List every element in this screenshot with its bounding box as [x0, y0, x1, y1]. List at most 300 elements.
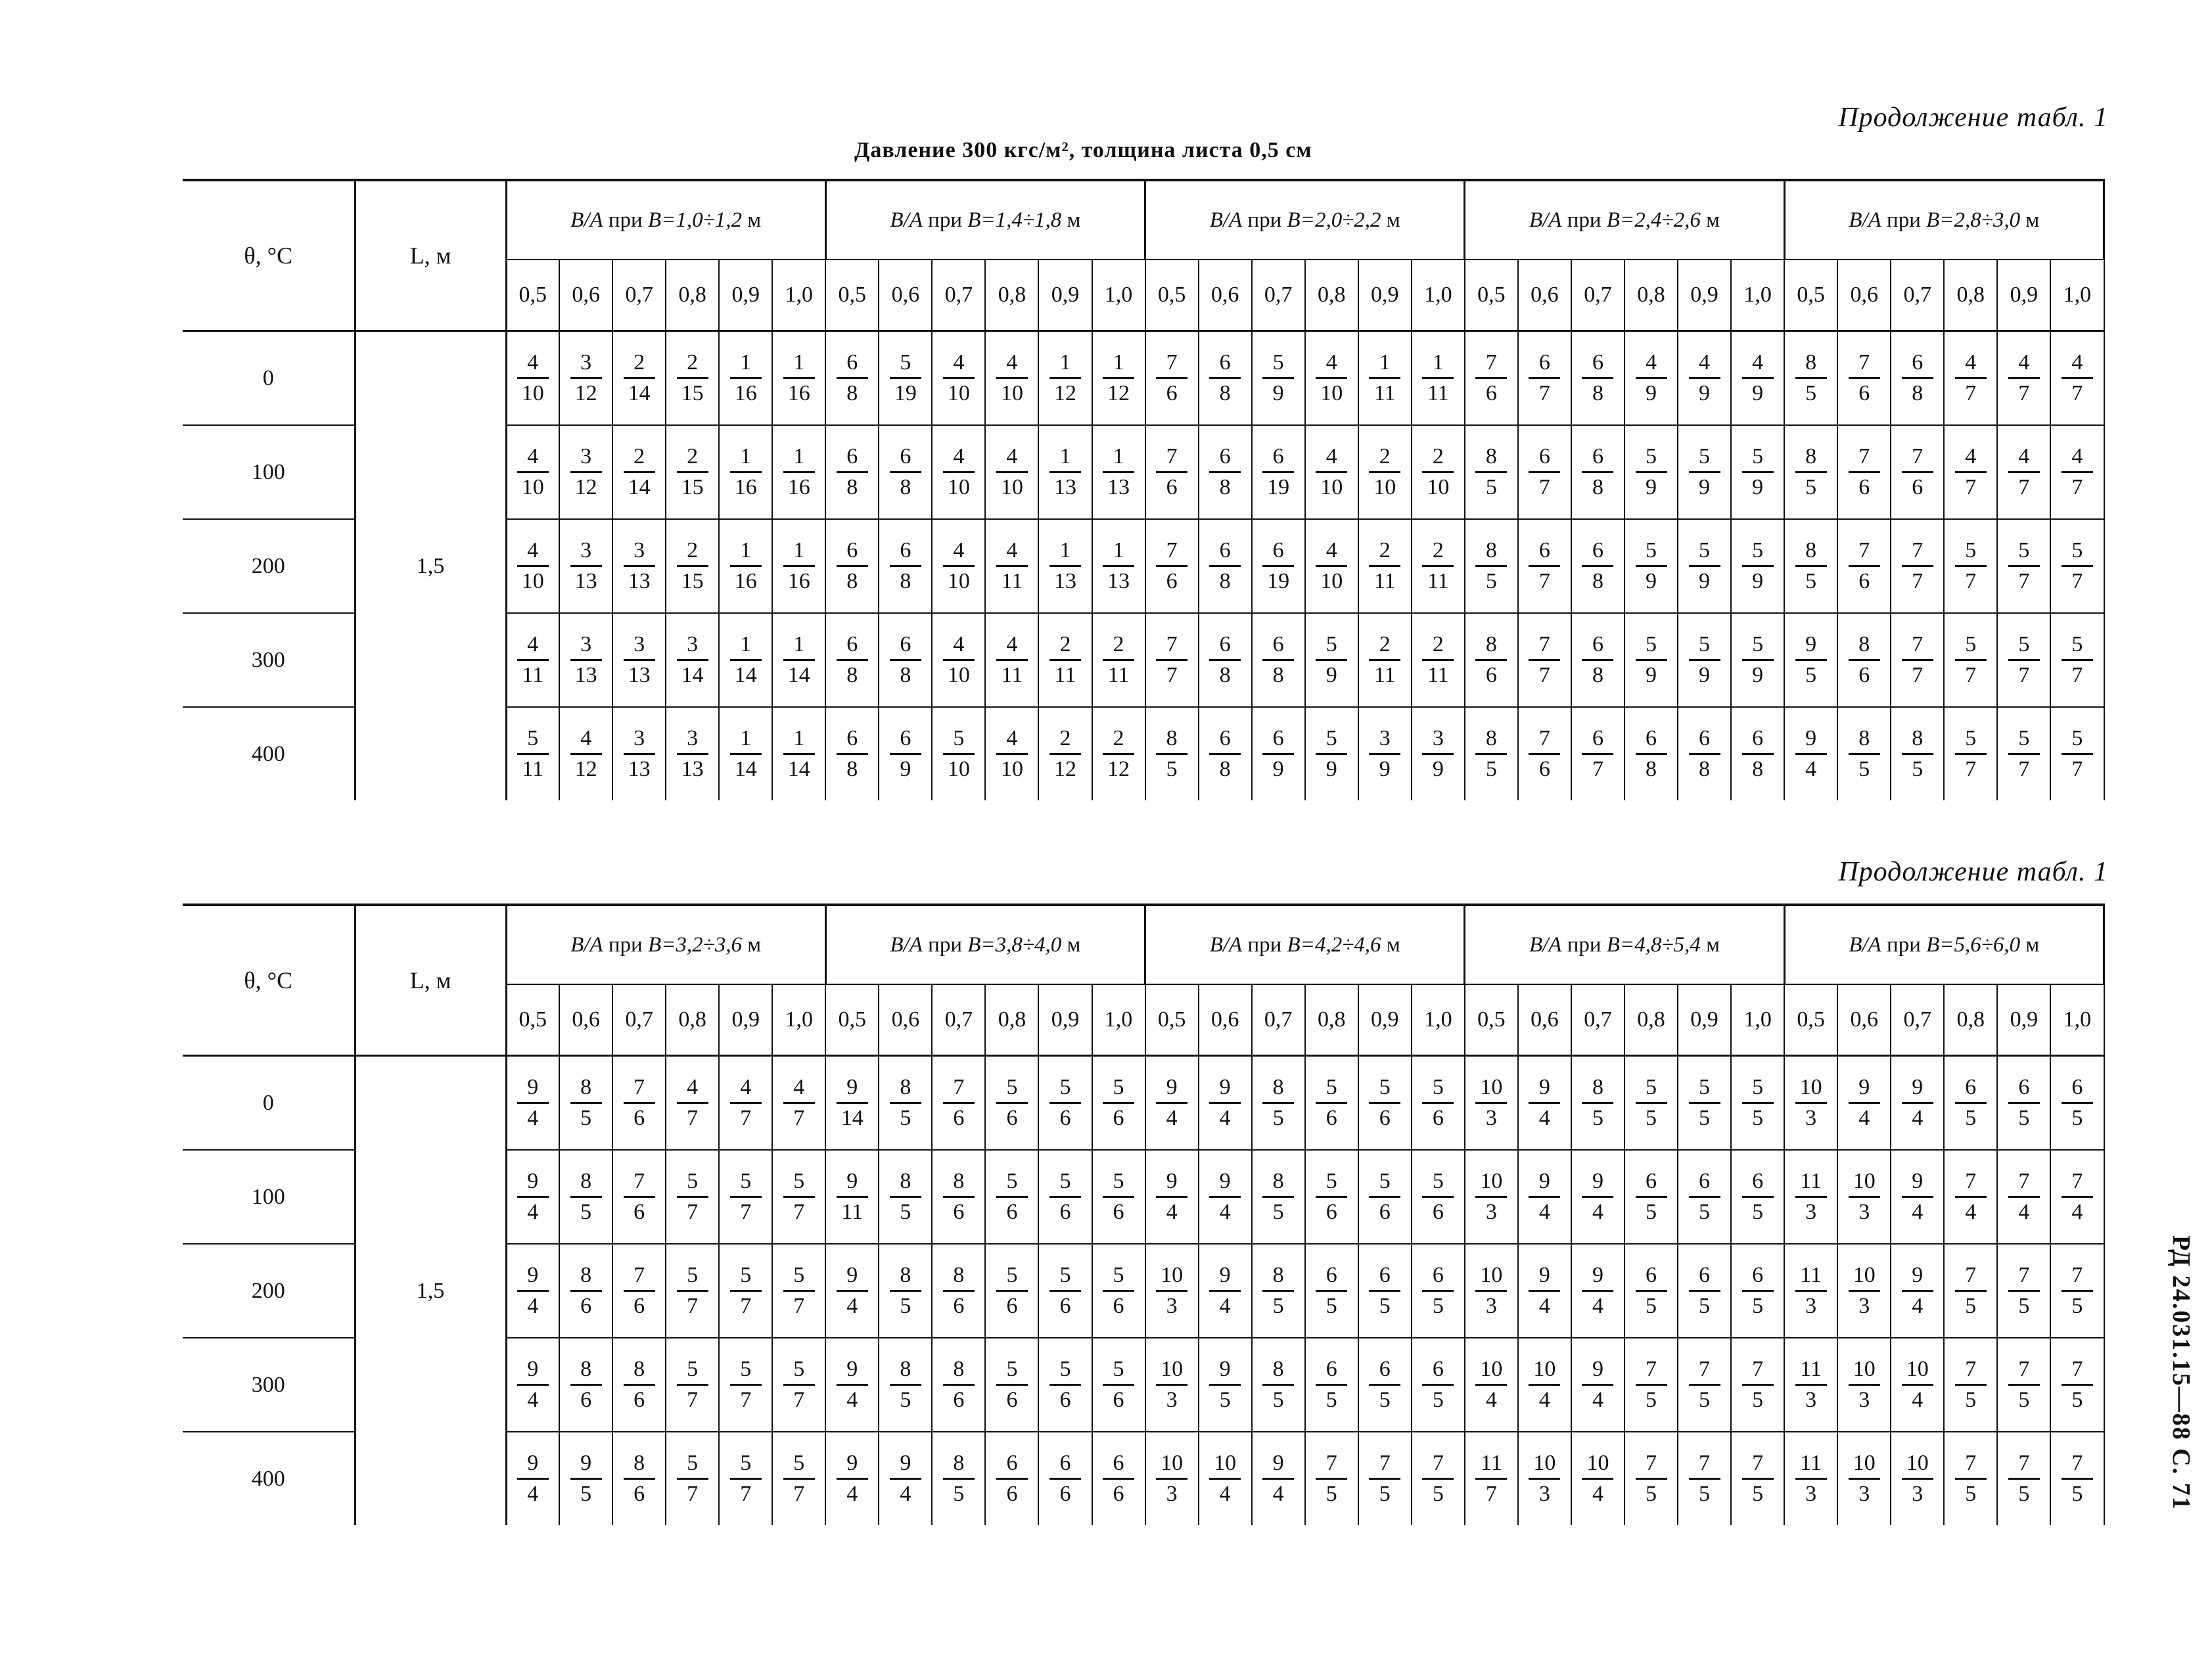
fraction-bar — [1529, 753, 1560, 755]
fraction-denominator: 7 — [1912, 663, 1924, 687]
fraction-denominator: 7 — [1592, 757, 1603, 781]
fraction-bar — [1689, 565, 1720, 567]
fraction-numerator: 5 — [687, 1263, 699, 1287]
fraction-denominator: 9 — [1699, 475, 1711, 499]
fraction-numerator: 7 — [2071, 1263, 2083, 1287]
fraction-bar — [1369, 377, 1400, 379]
fraction — [1902, 725, 1933, 783]
fraction — [570, 1262, 602, 1319]
fraction-cell — [879, 1338, 932, 1432]
fraction-bar — [570, 659, 602, 661]
fraction-denominator: 9 — [1699, 569, 1711, 593]
fraction — [1369, 1168, 1400, 1225]
fraction — [1689, 1356, 1720, 1413]
fraction-numerator: 5 — [1752, 444, 1764, 469]
fraction-cell — [1784, 1244, 1837, 1338]
fraction-bar — [1742, 659, 1774, 661]
fraction-denominator: 4 — [1166, 1200, 1178, 1224]
fraction-bar — [677, 659, 708, 661]
fraction-denominator: 6 — [634, 1388, 645, 1412]
fraction-denominator: 3 — [1805, 1482, 1817, 1506]
fraction — [570, 537, 602, 595]
fraction-bar — [1689, 1196, 1720, 1198]
fraction-bar — [783, 565, 815, 567]
fraction-cell — [1145, 1244, 1199, 1338]
fraction-denominator: 5 — [900, 1388, 911, 1412]
fraction-cell — [719, 613, 772, 707]
fraction-denominator: 9 — [1646, 475, 1657, 499]
fraction-numerator: 5 — [1006, 1263, 1018, 1287]
fraction-cell — [1092, 1150, 1145, 1244]
fraction-denominator: 6 — [1538, 757, 1550, 781]
fraction-cell — [1944, 331, 1997, 426]
fraction-bar — [1422, 659, 1454, 661]
fraction-bar — [624, 1290, 655, 1292]
fraction-cell — [985, 1338, 1038, 1432]
length-header: L, м — [355, 905, 506, 1056]
fraction-cell — [506, 707, 559, 800]
fraction-bar — [1369, 1102, 1400, 1104]
fraction — [783, 1356, 815, 1413]
fraction-numerator: 5 — [527, 726, 539, 750]
fraction-bar — [677, 1478, 708, 1480]
fraction — [624, 350, 655, 407]
fraction — [996, 631, 1028, 689]
fraction-numerator: 9 — [1166, 1075, 1178, 1099]
ratio-header: 0,8 — [1944, 260, 1997, 331]
fraction-bar — [517, 377, 549, 379]
fraction-denominator: 12 — [574, 475, 597, 499]
fraction — [837, 444, 868, 501]
fraction — [624, 1356, 655, 1413]
ratio-header: 0,8 — [1624, 260, 1678, 331]
fraction-numerator: 2 — [1432, 444, 1444, 469]
fraction-bar — [996, 659, 1028, 661]
fraction-cell — [1199, 425, 1252, 519]
fraction-bar — [1529, 1384, 1560, 1386]
fraction-cell — [1837, 1338, 1891, 1432]
fraction-numerator: 6 — [1325, 1263, 1337, 1287]
fraction-bar — [2008, 1196, 2040, 1198]
fraction-bar — [943, 1384, 975, 1386]
fraction-denominator: 10 — [521, 569, 544, 593]
fraction-numerator: 7 — [634, 1075, 645, 1099]
fraction-denominator: 6 — [1912, 475, 1924, 499]
fraction-denominator: 4 — [1272, 1482, 1284, 1506]
fraction-bar — [996, 471, 1028, 473]
theta-header: θ, °C — [183, 180, 355, 331]
fraction-denominator: 11 — [841, 1200, 864, 1224]
fraction-denominator: 4 — [1965, 1200, 1977, 1224]
fraction-denominator: 7 — [1538, 569, 1550, 593]
group-header-prefix: B/A — [570, 932, 603, 957]
fraction-cell — [1571, 613, 1624, 707]
fraction-bar — [570, 1384, 602, 1386]
fraction-denominator: 13 — [681, 757, 704, 781]
fraction-cell — [1837, 1056, 1891, 1151]
ratio-header: 0,9 — [719, 260, 772, 331]
fraction-bar — [1849, 1290, 1880, 1292]
fraction-bar — [2062, 565, 2093, 567]
group-header-unit: м — [2020, 208, 2040, 232]
fraction-bar — [1156, 753, 1187, 755]
fraction-numerator: 9 — [846, 1169, 858, 1193]
fraction-denominator: 7 — [1965, 569, 1977, 593]
fraction — [1529, 1450, 1560, 1507]
fraction-cell — [612, 425, 666, 519]
fraction-bar — [943, 1102, 975, 1104]
fraction-denominator: 5 — [1379, 1482, 1391, 1506]
fraction-cell — [1412, 1244, 1465, 1338]
fraction — [1475, 1356, 1507, 1413]
fraction-bar — [1103, 659, 1134, 661]
fraction-bar — [1369, 659, 1400, 661]
fraction-cell — [1731, 331, 1784, 426]
fraction-denominator: 8 — [846, 757, 858, 781]
fraction-numerator: 5 — [2018, 632, 2030, 656]
fraction-numerator: 7 — [1912, 538, 1924, 562]
fraction-numerator: 4 — [687, 1075, 699, 1099]
fraction-denominator: 14 — [734, 757, 757, 781]
fraction-numerator: 7 — [2071, 1357, 2083, 1381]
fraction-cell — [1252, 1244, 1305, 1338]
group-header-mid: при — [603, 208, 648, 232]
fraction-numerator: 6 — [846, 632, 858, 656]
fraction-denominator: 4 — [527, 1482, 539, 1506]
ratio-header: 0,6 — [879, 260, 932, 331]
fraction-bar — [943, 1196, 975, 1198]
fraction — [1902, 631, 1933, 689]
fraction-bar — [1316, 565, 1347, 567]
fraction-numerator: 5 — [1965, 538, 1977, 562]
fraction-bar — [677, 565, 708, 567]
fraction — [1316, 537, 1347, 595]
fraction-bar — [996, 1478, 1028, 1480]
fraction-numerator: 6 — [846, 538, 858, 562]
fraction-bar — [1103, 1384, 1134, 1386]
fraction — [677, 537, 708, 595]
fraction-denominator: 6 — [1113, 1482, 1124, 1506]
fraction — [1795, 1450, 1827, 1507]
fraction-denominator: 4 — [1538, 1200, 1550, 1224]
fraction-numerator: 7 — [2018, 1169, 2030, 1193]
fraction-denominator: 5 — [1272, 1200, 1284, 1224]
fraction-numerator: 4 — [740, 1075, 752, 1099]
fraction-bar — [1422, 377, 1454, 379]
fraction-cell — [985, 707, 1038, 800]
fraction-cell — [506, 1244, 559, 1338]
fraction-cell — [1358, 1056, 1412, 1151]
fraction-cell — [1199, 707, 1252, 800]
fraction-denominator: 4 — [846, 1388, 858, 1412]
fraction — [1209, 1168, 1241, 1225]
fraction-cell — [1518, 519, 1571, 613]
fraction-numerator: 7 — [1325, 1451, 1337, 1475]
fraction — [1689, 350, 1720, 407]
fraction-numerator: 9 — [846, 1357, 858, 1381]
fraction-denominator: 6 — [1059, 1106, 1071, 1130]
fraction — [1636, 1168, 1667, 1225]
fraction — [837, 537, 868, 595]
fraction-numerator: 3 — [1432, 726, 1444, 750]
ratio-header: 0,7 — [1571, 984, 1624, 1056]
fraction — [996, 1450, 1028, 1507]
fraction-cell — [1837, 613, 1891, 707]
fraction-cell — [1412, 1338, 1465, 1432]
fraction-numerator: 5 — [687, 1451, 699, 1475]
fraction — [837, 350, 868, 407]
fraction-bar — [996, 1384, 1028, 1386]
fraction-cell — [1784, 425, 1837, 519]
fraction-numerator: 5 — [1059, 1263, 1071, 1287]
fraction-denominator: 4 — [1592, 1482, 1603, 1506]
theta-value: 100 — [183, 425, 355, 519]
fraction — [1689, 1450, 1720, 1507]
fraction-cell — [932, 707, 985, 800]
fraction-cell — [1145, 1432, 1199, 1525]
fraction-denominator: 7 — [793, 1106, 805, 1130]
fraction-denominator: 6 — [1325, 1200, 1337, 1224]
fraction — [517, 1168, 549, 1225]
fraction-cell — [1731, 707, 1784, 800]
fraction-cell — [1358, 425, 1412, 519]
fraction-bar — [1369, 1196, 1400, 1198]
group-header-unit: м — [2020, 932, 2040, 957]
fraction-cell — [1199, 1338, 1252, 1432]
fraction-cell — [1624, 1150, 1678, 1244]
fraction-bar — [517, 659, 549, 661]
fraction-bar — [730, 1290, 762, 1292]
fraction — [1103, 1074, 1134, 1132]
fraction-cell — [1571, 707, 1624, 800]
fraction-denominator: 16 — [734, 381, 757, 405]
fraction-numerator: 5 — [1432, 1169, 1444, 1193]
fraction-numerator: 6 — [1272, 538, 1284, 562]
fraction-numerator: 9 — [1805, 632, 1817, 656]
fraction-bar — [2008, 565, 2040, 567]
fraction-cell — [1038, 1432, 1092, 1525]
ratio-header: 0,6 — [559, 984, 612, 1056]
fraction — [1795, 1356, 1827, 1413]
fraction-bar — [1262, 659, 1294, 661]
fraction-denominator: 7 — [687, 1200, 699, 1224]
fraction-cell — [1731, 425, 1784, 519]
fraction-denominator: 4 — [1538, 1106, 1550, 1130]
fraction — [624, 537, 655, 595]
fraction-bar — [837, 753, 868, 755]
fraction-bar — [1955, 1290, 1987, 1292]
fraction — [1475, 1168, 1507, 1225]
fraction-numerator: 2 — [1059, 632, 1071, 656]
fraction-cell — [1038, 331, 1092, 426]
fraction-numerator: 8 — [1272, 1357, 1284, 1381]
fraction-bar — [1795, 1290, 1827, 1292]
fraction-cell — [825, 425, 879, 519]
fraction-numerator: 7 — [1166, 632, 1178, 656]
fraction-denominator: 8 — [900, 663, 911, 687]
fraction-bar — [730, 377, 762, 379]
fraction — [1529, 725, 1560, 783]
fraction-numerator: 8 — [900, 1169, 911, 1193]
fraction-cell — [2050, 331, 2104, 426]
fraction-cell — [1784, 1150, 1837, 1244]
theta-value: 200 — [183, 519, 355, 613]
fraction-denominator: 4 — [527, 1200, 539, 1224]
fraction-bar — [1955, 565, 1987, 567]
fraction-bar — [890, 1196, 921, 1198]
ratio-header: 0,8 — [666, 260, 719, 331]
fraction — [1316, 1168, 1347, 1225]
fraction-denominator: 11 — [1001, 663, 1023, 687]
fraction-bar — [1582, 565, 1613, 567]
fraction-cell — [719, 707, 772, 800]
fraction-denominator: 4 — [1219, 1106, 1231, 1130]
ratio-header: 0,6 — [1837, 984, 1891, 1056]
fraction — [2008, 537, 2040, 595]
fraction-denominator: 6 — [1113, 1294, 1124, 1318]
fraction-numerator: 5 — [1699, 444, 1711, 469]
fraction-cell — [1305, 519, 1358, 613]
fraction-cell — [772, 1150, 825, 1244]
fraction — [1795, 537, 1827, 595]
fraction-denominator: 5 — [1699, 1106, 1711, 1130]
fraction-cell — [1571, 1244, 1624, 1338]
fraction-denominator: 7 — [1965, 757, 1977, 781]
fraction-denominator: 5 — [1432, 1294, 1444, 1318]
fraction-bar — [1316, 659, 1347, 661]
fraction — [517, 1356, 549, 1413]
fraction-bar — [1795, 377, 1827, 379]
fraction-denominator: 10 — [947, 569, 970, 593]
fraction-bar — [1849, 1196, 1880, 1198]
fraction-bar — [890, 377, 921, 379]
fraction-bar — [1636, 659, 1667, 661]
fraction-denominator: 7 — [2018, 569, 2030, 593]
group-header-unit: м — [1381, 208, 1400, 232]
fraction-numerator: 4 — [953, 538, 965, 562]
fraction-numerator: 9 — [527, 1451, 539, 1475]
fraction-cell — [1571, 1150, 1624, 1244]
fraction-denominator: 8 — [846, 381, 858, 405]
fraction-bar — [730, 565, 762, 567]
fraction-denominator: 8 — [846, 569, 858, 593]
fraction-cell — [1784, 1338, 1837, 1432]
fraction-cell — [1145, 425, 1199, 519]
fraction-denominator: 15 — [681, 475, 704, 499]
fraction — [570, 1074, 602, 1132]
fraction-denominator: 9 — [1752, 663, 1764, 687]
fraction-denominator: 14 — [841, 1106, 864, 1130]
fraction-denominator: 4 — [1592, 1200, 1603, 1224]
fraction — [943, 537, 975, 595]
fraction-numerator: 4 — [1325, 350, 1337, 375]
fraction-cell — [1944, 1244, 1997, 1338]
fraction-bar — [1795, 1478, 1827, 1480]
fraction-cell — [825, 1432, 879, 1525]
fraction — [1209, 1074, 1241, 1132]
fraction-numerator: 4 — [1006, 538, 1018, 562]
fraction — [1795, 444, 1827, 501]
fraction-denominator: 9 — [1752, 381, 1764, 405]
fraction-numerator: 6 — [1538, 538, 1550, 562]
fraction-bar — [1902, 471, 1933, 473]
fraction-cell — [1518, 707, 1571, 800]
fraction-denominator: 8 — [846, 475, 858, 499]
fraction-bar — [1156, 565, 1187, 567]
fraction-denominator: 11 — [1373, 381, 1396, 405]
fraction-denominator: 5 — [1752, 1388, 1764, 1412]
fraction-numerator: 5 — [1059, 1357, 1071, 1381]
fraction-numerator: 7 — [1699, 1357, 1711, 1381]
fraction-numerator: 1 — [1379, 350, 1391, 375]
fraction-denominator: 3 — [1166, 1294, 1178, 1318]
fraction-denominator: 5 — [580, 1106, 592, 1130]
fraction-denominator: 6 — [1059, 1200, 1071, 1224]
fraction-cell — [1891, 707, 1944, 800]
fraction — [1049, 444, 1081, 501]
fraction-cell — [1571, 519, 1624, 613]
fraction-denominator: 16 — [787, 475, 810, 499]
fraction — [1262, 1356, 1294, 1413]
fraction — [1742, 350, 1774, 407]
ratio-header: 0,9 — [1997, 260, 2050, 331]
fraction-denominator: 5 — [2071, 1388, 2083, 1412]
fraction-bar — [1902, 1196, 1933, 1198]
fraction — [890, 350, 921, 407]
fraction-bar — [1369, 753, 1400, 755]
fraction-cell — [1891, 425, 1944, 519]
ratio-header: 0,7 — [1571, 260, 1624, 331]
fraction-bar — [1849, 565, 1880, 567]
fraction-numerator: 2 — [1432, 632, 1444, 656]
fraction-cell — [1518, 425, 1571, 519]
fraction-bar — [1636, 753, 1667, 755]
fraction — [1049, 350, 1081, 407]
fraction — [1529, 1074, 1560, 1132]
fraction-bar — [730, 1196, 762, 1198]
fraction — [1316, 444, 1347, 501]
fraction-cell — [772, 1432, 825, 1525]
fraction-denominator: 5 — [1805, 569, 1817, 593]
fraction-denominator: 8 — [1646, 757, 1657, 781]
fraction-denominator: 7 — [2018, 475, 2030, 499]
group-header-unit: м — [742, 208, 762, 232]
fraction-cell — [1944, 1150, 1997, 1244]
fraction-denominator: 8 — [1912, 381, 1924, 405]
fraction-numerator: 8 — [1272, 1075, 1284, 1099]
fraction-bar — [2008, 1290, 2040, 1292]
fraction-bar — [624, 377, 655, 379]
fraction-numerator: 6 — [1272, 726, 1284, 750]
fraction-bar — [2062, 753, 2093, 755]
fraction-bar — [1849, 471, 1880, 473]
fraction-numerator: 1 — [1432, 350, 1444, 375]
fraction-numerator: 10 — [1480, 1263, 1503, 1287]
ratio-header: 0,9 — [1358, 260, 1412, 331]
fraction-bar — [1955, 377, 1987, 379]
fraction-denominator: 4 — [1912, 1294, 1924, 1318]
fraction-bar — [837, 659, 868, 661]
fraction-numerator: 9 — [527, 1357, 539, 1381]
fraction-numerator: 6 — [1699, 726, 1711, 750]
fraction-bar — [837, 1290, 868, 1292]
fraction — [730, 537, 762, 595]
fraction-bar — [1422, 471, 1454, 473]
fraction-denominator: 7 — [1485, 1482, 1497, 1506]
ratio-header: 0,9 — [719, 984, 772, 1056]
fraction-denominator: 6 — [953, 1106, 965, 1130]
fraction-bar — [1316, 1384, 1347, 1386]
